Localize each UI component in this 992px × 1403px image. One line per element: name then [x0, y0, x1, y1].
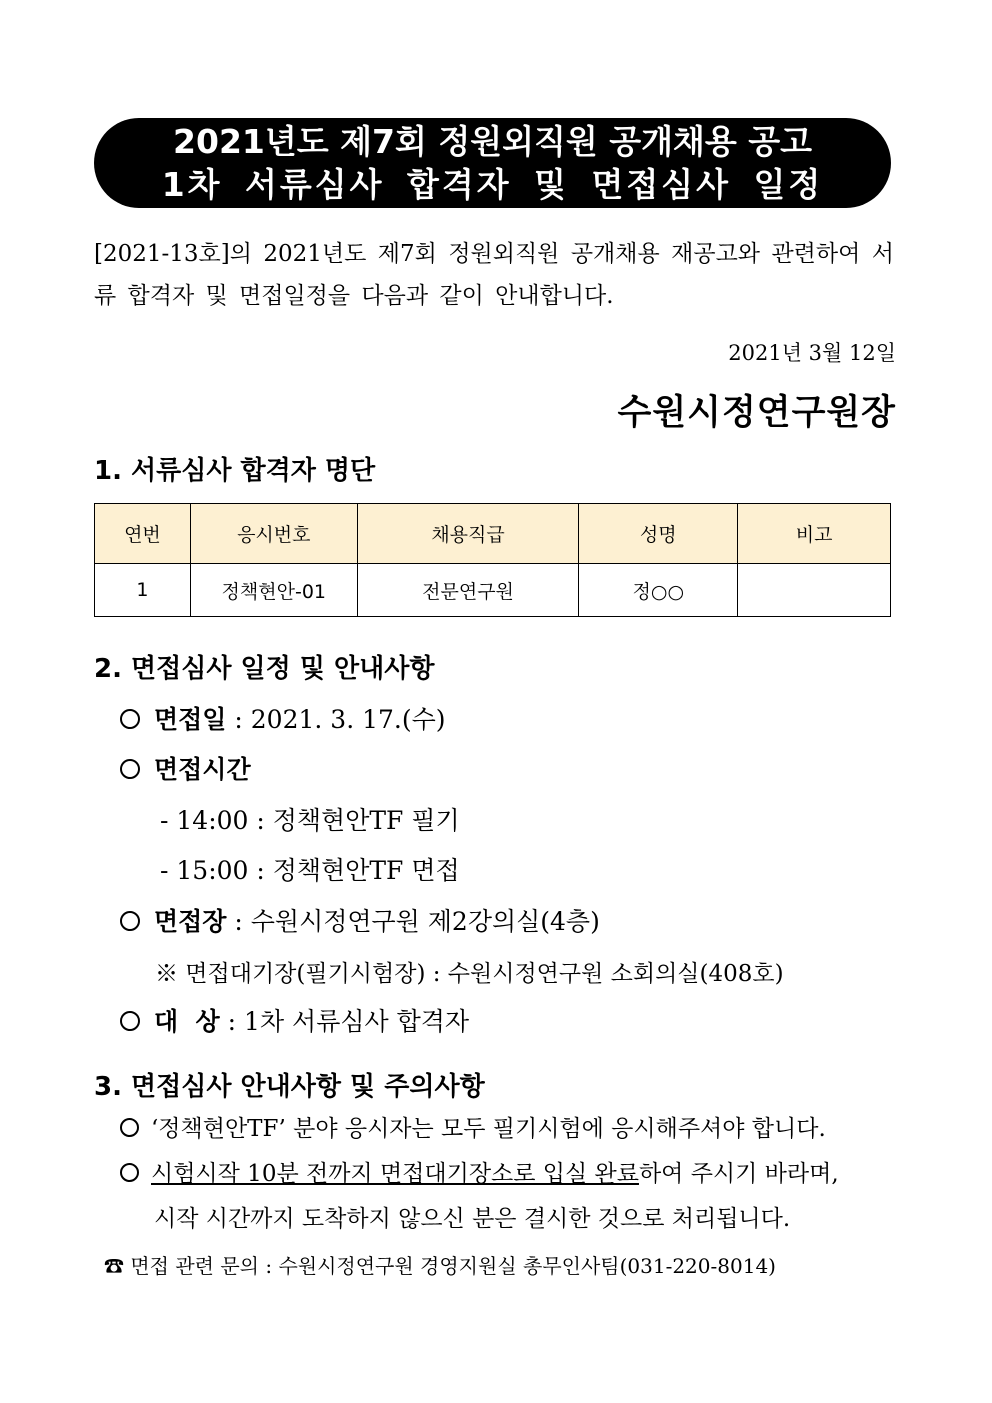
interview-target-line — [120, 1002, 469, 1038]
table-row — [95, 564, 891, 617]
circle-bullet-icon — [120, 1118, 139, 1137]
issuer-name: 수원시정연구원장 — [617, 393, 896, 433]
section-1-title: 1. 서류심사 합격자 명단 — [94, 456, 376, 486]
time-item: - 14:00 : 정책현안TF 필기 — [160, 806, 460, 835]
interview-date-value: : 2021. 3. 17.(수) — [226, 705, 446, 734]
phone-icon: ☎ — [104, 1254, 124, 1278]
cell-seq: 1 — [95, 564, 191, 617]
circle-bullet-icon — [120, 709, 140, 729]
contact-text: 면접 관련 문의 : 수원시정연구원 경영지원실 총무인사팀(031-220-8014) — [130, 1254, 776, 1278]
time-item: - 15:00 : 정책현안TF 면접 — [160, 856, 460, 885]
notice-item-1-text: ‘정책현안TF’ 분야 응시자는 모두 필기시험에 응시해주셔야 합니다. — [151, 1116, 826, 1142]
cell-applicant-no: 정책현안-01 — [190, 564, 357, 617]
header-remarks: 비고 — [738, 504, 891, 564]
cell-name: 정○○ — [579, 564, 738, 617]
notice-item-2-underlined: 시험시작 10분 전까지 면접대기장소로 입실 완료 — [151, 1161, 639, 1187]
interview-time-label: 면접시간 — [154, 755, 251, 784]
cell-remarks — [738, 564, 891, 617]
notice-date: 2021년 3월 12일 — [728, 341, 896, 365]
intro-paragraph: [2021-13호]의 2021년도 제7회 정원외직원 공개채용 재공고와 관련하여 서류 합격자 및 면접일정을 다음과 같이 안내합니다. — [94, 241, 894, 309]
section-3-title: 3. 면접심사 안내사항 및 주의사항 — [94, 1072, 485, 1102]
header-seq: 연번 — [95, 504, 191, 564]
interview-target-value: : 1차 서류심사 합격자 — [219, 1007, 470, 1036]
title-line-2: 1차 서류심사 합격자 및 면접심사 일정 — [161, 165, 824, 204]
interview-date-line — [120, 700, 446, 736]
notice-item-2-rest: 하여 주시기 바라며, — [638, 1161, 839, 1187]
header-applicant-no: 응시번호 — [190, 504, 357, 564]
header-name: 성명 — [579, 504, 738, 564]
notice-item-1 — [120, 1110, 826, 1143]
interview-place-label: 면접장 — [154, 907, 227, 936]
interview-date-label: 면접일 — [154, 705, 227, 734]
interview-place-line — [120, 902, 600, 938]
title-banner — [94, 118, 891, 208]
notice-item-2 — [120, 1155, 839, 1188]
interview-place-value: : 수원시정연구원 제2강의실(4층) — [226, 907, 600, 936]
circle-bullet-icon — [120, 911, 140, 931]
interview-time-line — [120, 750, 251, 786]
circle-bullet-icon — [120, 759, 140, 779]
cell-position: 전문연구원 — [357, 564, 579, 617]
roster-table — [94, 503, 891, 617]
notice-item-2-line-2: 시작 시간까지 도착하지 않으신 분은 결시한 것으로 처리됩니다. — [154, 1206, 791, 1232]
interview-target-label: 대 상 — [154, 1007, 220, 1036]
title-line-1: 2021년도 제7회 정원외직원 공개채용 공고 — [173, 122, 812, 161]
waiting-room-note: ※ 면접대기장(필기시험장) : 수원시정연구원 소회의실(408호) — [155, 961, 784, 987]
header-position: 채용직급 — [357, 504, 579, 564]
table-header-row — [95, 504, 891, 564]
circle-bullet-icon — [120, 1163, 139, 1182]
circle-bullet-icon — [120, 1011, 140, 1031]
section-2-title: 2. 면접심사 일정 및 안내사항 — [94, 654, 435, 684]
contact-line — [104, 1250, 776, 1279]
